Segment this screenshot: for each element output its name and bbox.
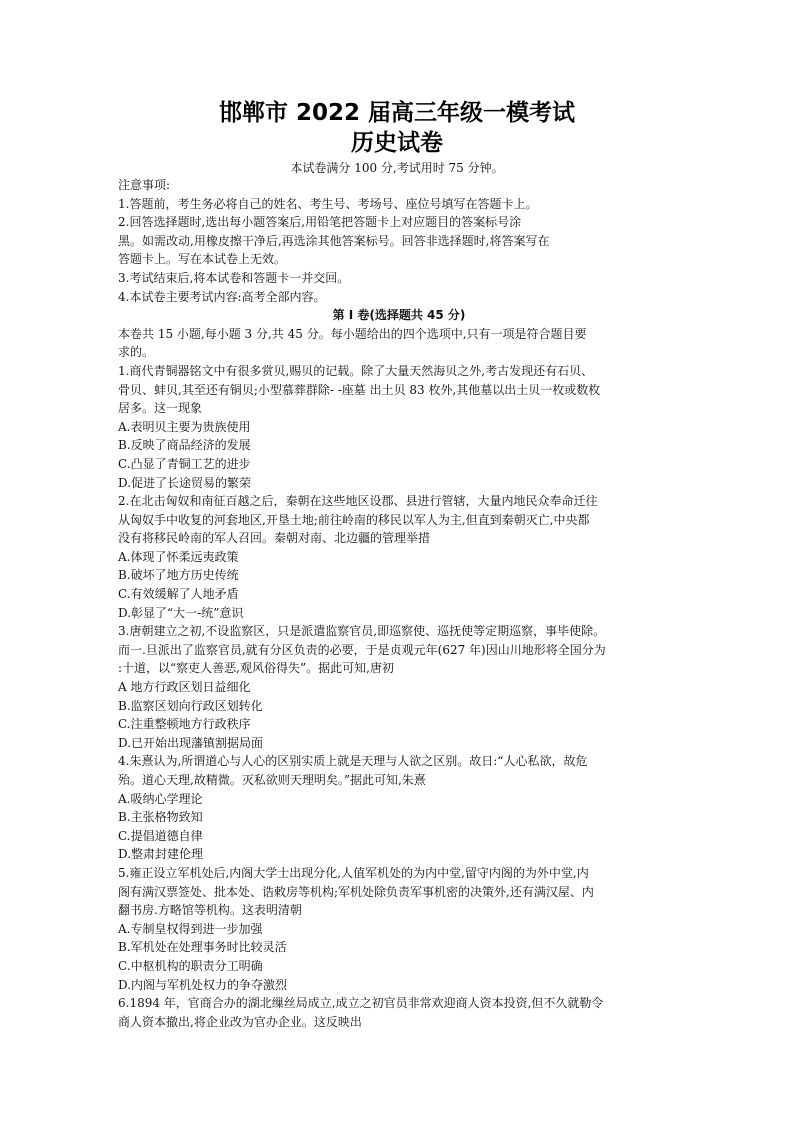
note-line: 1.答题前，考生务必将自己的姓名、考生号、考场号、座位号填写在答题卡上。: [118, 196, 538, 211]
section-intro: 求的。: [118, 345, 155, 360]
section-heading: 第 I 卷(选择题共 45 分): [332, 308, 466, 323]
note-line: 黑。如需改动,用橡皮擦干净后,再选涂其他答案标号。回答非选择题时,将答案写在: [118, 233, 550, 248]
question-stem: 居多。这一现象: [118, 401, 203, 416]
question-stem: 6.1894 年，官商合办的湖北缫丝局成立,成立之初官员非常欢迎商人资本投资,但不久就勒令: [118, 996, 604, 1011]
question-stem: 而一.旦派出了监察官员,就有分区负责的必要，于是贞观元年(627 年)因山川地形将全国分为: [118, 642, 606, 657]
answer-option: D.已开始出现藩镇割据局面: [118, 735, 264, 750]
exam-info: 本试卷满分 100 分,考试用时 75 分钟。: [290, 161, 504, 175]
answer-option: B.军机处在处理事务时比较灵活: [118, 940, 287, 955]
note-line: 3.考试结束后,将本试卷和答题卡一并交回。: [118, 270, 350, 285]
answer-option: D.内阁与军机处权力的争夺激烈: [118, 977, 288, 992]
answer-option: B.破坏了地方历史传统: [118, 568, 239, 583]
exam-body: [118, 176, 680, 1031]
note-line: 4.本试卷主要考试内容:高考全部内容。: [118, 289, 326, 304]
answer-option: A.表明贝主要为贵族使用: [118, 419, 251, 434]
answer-option: C.中枢机构的职责分工明确: [118, 958, 263, 973]
answer-option: A 地方行政区划日益细化: [118, 680, 251, 695]
answer-option: B.反映了商品经济的发展: [118, 438, 251, 453]
question-stem: 5.雍正设立军机处后,内阁大学士出现分化,人值军机处的为内中堂,留守内阁的为外中堂,内: [118, 865, 589, 880]
question-stem: 2.在北击匈奴和南征百越之后，秦朝在这些地区设郡、县进行管辖，大量内地民众奉命迁往: [118, 494, 598, 509]
question-stem: 阁有满汉票签处、批本处、诰敕房等机构;军机处除负责军事机密的决策外,还有满汉屋、内: [118, 884, 594, 899]
exam-subject-title: 历史试卷: [351, 130, 443, 156]
answer-option: C.有效缓解了人地矛盾: [118, 587, 239, 602]
answer-option: C.注重整顿地方行政秩序: [118, 717, 251, 732]
question-stem: 从匈奴手中收复的河套地区,开垦土地;前往岭南的移民以军人为主,但直到秦朝灭亡,中央都: [118, 512, 590, 527]
question-stem: 没有将移民岭南的军人召回。秦朝对南、北边疆的管理举措: [118, 531, 431, 546]
answer-option: B.主张格物致知: [118, 810, 203, 825]
note-line: 答题卡上。写在本试卷上无效。: [118, 252, 287, 267]
answer-option: C.凸显了青铜工艺的进步: [118, 456, 251, 471]
answer-option: A.吸纳心学理论: [118, 791, 203, 806]
question-stem: 翻书房.方略馆等机构。这表明清朝: [118, 903, 302, 918]
question-stem: 4.朱熹认为,所谓道心与人心的区别实质上就是天理与人欲之区别。故日:“人心私欲，故危: [118, 754, 588, 769]
question-stem: 1.商代青铜器铭文中有很多赏贝,赐贝的记载。除了大量天然海贝之外,考古发现还有石贝、: [118, 363, 594, 378]
exam-title: 邯郸市 2022 届高三年级一模考试: [218, 100, 576, 126]
section-intro: 本卷共 15 小题,每小题 3 分,共 45 分。每小题给出的四个选项中,只有一项是符合题目要: [118, 326, 587, 341]
answer-option: A.专制皇权得到进一步加强: [118, 921, 263, 936]
note-line: 2.回答选择题时,选出每小题答案后,用铅笔把答题卡上对应题目的答案标号涂: [118, 215, 522, 230]
answer-option: D.促进了长途贸易的繁荣: [118, 475, 252, 490]
question-stem: :十道，以“察吏人善恶,观风俗得失”。据此可知,唐初: [118, 661, 394, 676]
answer-option: B.监察区划向行政区划转化: [118, 698, 263, 713]
answer-option: D.整肃封建伦理: [118, 847, 204, 862]
notes-heading: 注意事项:: [118, 178, 171, 192]
question-stem: 骨贝、蚌贝,其至还有铜贝;小型慕葬群除- -座墓 出土贝 83 枚外,其他墓以出土贝一枚或数枚: [118, 382, 601, 397]
answer-option: A.体现了怀柔远夷政策: [118, 549, 239, 564]
question-stem: 商人资本撤出,将企业改为官办企业。这反映出: [118, 1014, 362, 1029]
answer-option: D.彰显了“大一-统”意识: [118, 605, 244, 620]
question-stem: 殆。道心天理,故精微。灭私欲则天理明矣。”据此可知,朱熹: [118, 773, 426, 787]
question-stem: 3.唐朝建立之初,不设监察区，只是派遣监察官员,即巡察使、巡抚使等定期巡察，事毕使除。: [118, 624, 606, 639]
answer-option: C.提倡道德自律: [118, 828, 203, 843]
